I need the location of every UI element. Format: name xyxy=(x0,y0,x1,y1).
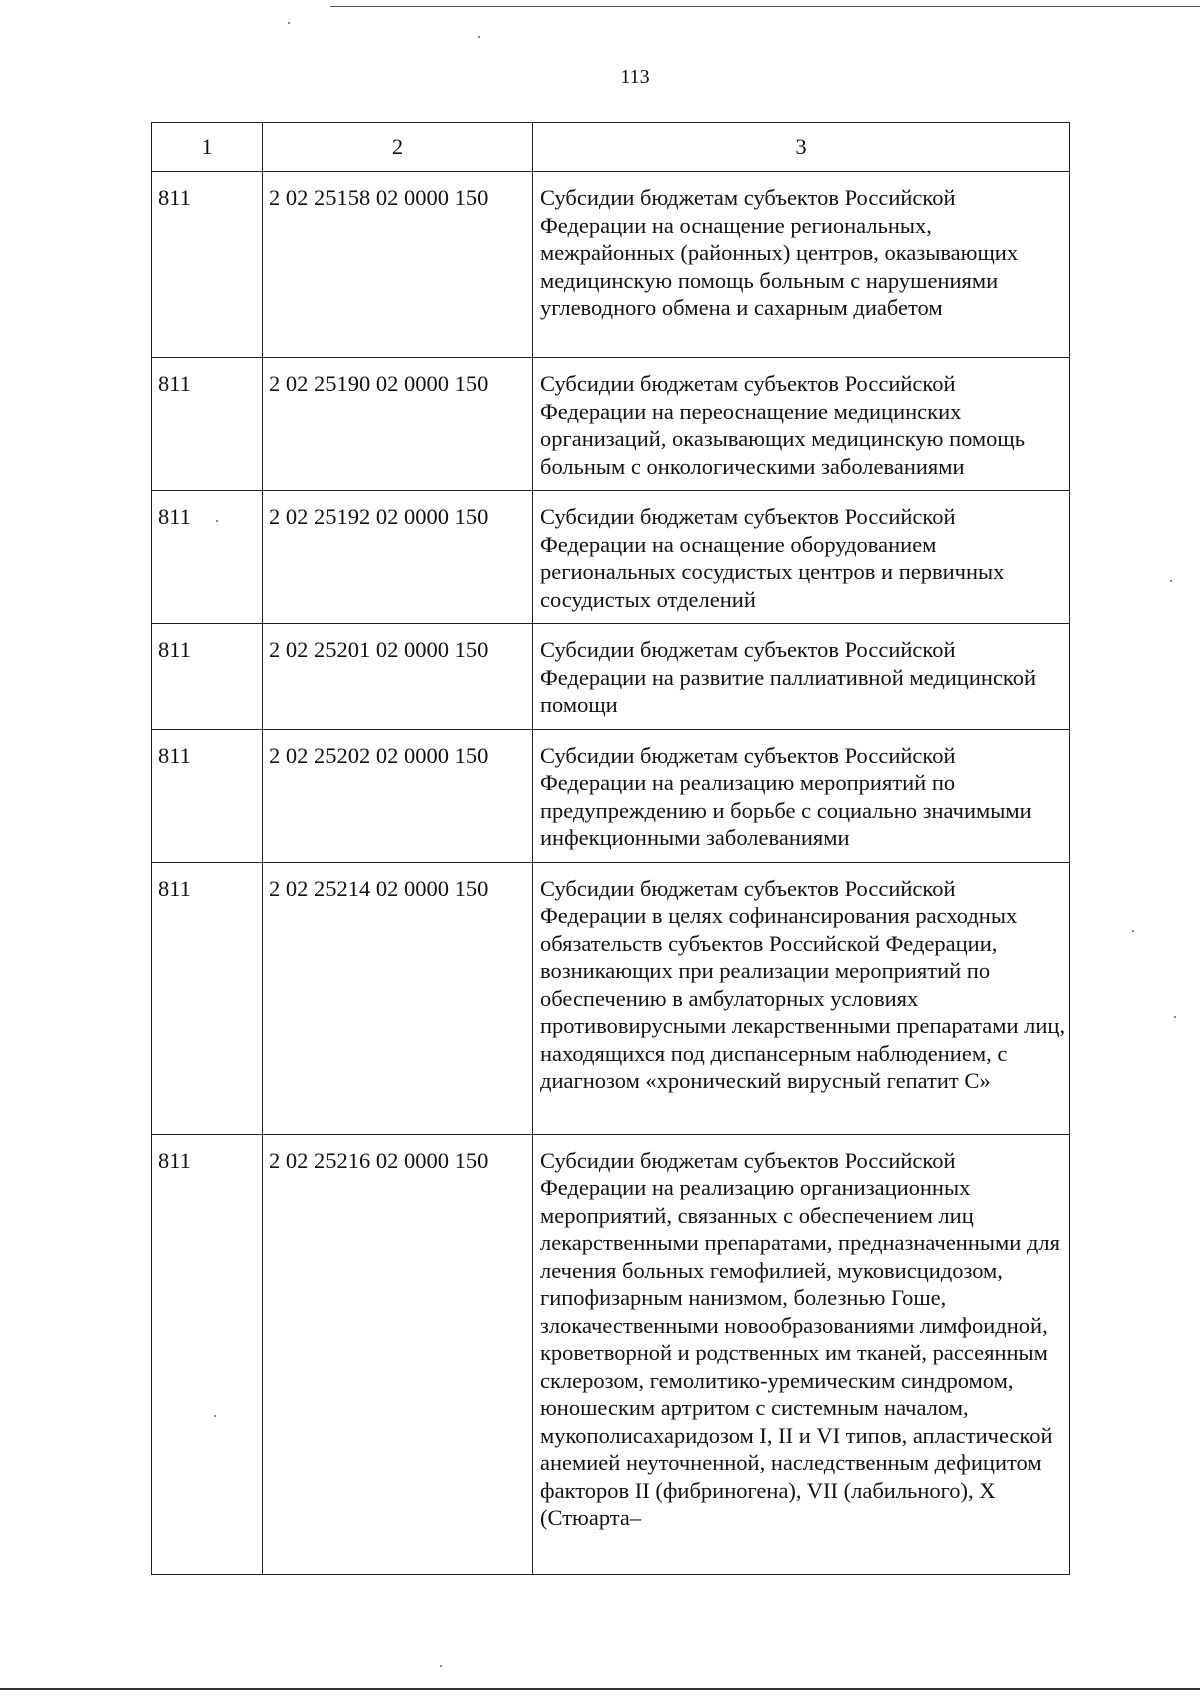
description-cell xyxy=(533,172,1070,358)
classification-cell xyxy=(263,1134,533,1574)
admin-code-cell xyxy=(152,1134,263,1574)
column-header-3: 3 xyxy=(533,123,1070,172)
classification-cell xyxy=(263,358,533,491)
table-row xyxy=(152,1134,1070,1574)
scan-speck xyxy=(214,1415,216,1417)
column-header-1: 1 xyxy=(152,123,263,172)
admin-code: 811 xyxy=(158,742,191,768)
scan-speck xyxy=(440,1665,442,1667)
scan-edge-top xyxy=(330,6,1200,7)
table-row xyxy=(152,624,1070,730)
description-text: Субсидии бюджетам субъектов Российской Федерации в целях софинансирования расходных обязательств субъектов Российской Федерации, возникающих при реализации мероприятий по обеспечению в амбулаторных условиях противовирусными лекарственными препаратами лиц, находящихся под диспансерным наблюдением, с диагнозом «хронический вирусный гепатит С» xyxy=(540,875,1066,1093)
admin-code: 811 xyxy=(158,1147,191,1173)
description-cell xyxy=(533,491,1070,624)
admin-code: 811 xyxy=(158,371,191,396)
classification-code: 2 02 25158 02 0000 150 xyxy=(269,185,489,210)
scan-speck xyxy=(1170,580,1172,582)
table-row xyxy=(152,358,1070,491)
admin-code: 811 xyxy=(158,504,191,529)
classification-code: 2 02 25216 02 0000 150 xyxy=(269,1147,489,1173)
classification-cell xyxy=(263,729,533,862)
table-row xyxy=(152,491,1070,624)
description-text: Субсидии бюджетам субъектов Российской Федерации на развитие паллиативной медицинской помощи xyxy=(540,637,1036,717)
scan-speck xyxy=(1132,930,1134,932)
classification-code: 2 02 25214 02 0000 150 xyxy=(269,875,489,901)
table-row xyxy=(152,729,1070,862)
description-text: Субсидии бюджетам субъектов Российской Федерации на переоснащение медицинских организаций, оказывающих медицинскую помощь больным с онкологическими заболеваниями xyxy=(540,371,1026,479)
classification-code: 2 02 25202 02 0000 150 xyxy=(269,742,489,768)
description-text: Субсидии бюджетам субъектов Российской Федерации на реализацию мероприятий по предупреждению и борьбе с социально значимыми инфекционными заболеваниями xyxy=(540,742,1032,850)
classification-cell xyxy=(263,624,533,730)
scan-speck xyxy=(288,22,290,24)
budget-classification-table xyxy=(151,122,1070,1575)
description-cell xyxy=(533,624,1070,730)
admin-code-cell xyxy=(152,358,263,491)
classification-cell xyxy=(263,862,533,1134)
scan-speck xyxy=(1174,1016,1176,1018)
admin-code-cell xyxy=(152,624,263,730)
admin-code: 811 xyxy=(158,637,191,662)
classification-cell xyxy=(263,491,533,624)
classification-code: 2 02 25190 02 0000 150 xyxy=(269,371,489,396)
admin-code-cell xyxy=(152,729,263,862)
scan-speck xyxy=(216,520,218,522)
scan-speck xyxy=(478,36,480,38)
table-row xyxy=(152,862,1070,1134)
table-header-row xyxy=(152,123,1070,172)
admin-code: 811 xyxy=(158,185,191,210)
description-cell xyxy=(533,862,1070,1134)
classification-code: 2 02 25192 02 0000 150 xyxy=(269,504,489,529)
page-number: 113 xyxy=(620,66,650,88)
description-text: Субсидии бюджетам субъектов Российской Федерации на оснащение региональных, межрайонных (районных) центров, оказывающих медицинскую помощь больным с нарушениями углеводного обмена и сахарным диабетом xyxy=(540,185,1019,320)
description-cell xyxy=(533,1134,1070,1574)
table-row xyxy=(152,172,1070,358)
admin-code-cell xyxy=(152,491,263,624)
admin-code-cell xyxy=(152,172,263,358)
description-text: Субсидии бюджетам субъектов Российской Федерации на реализацию организационных мероприятий, связанных с обеспечением лиц лекарственными препаратами, предназначенными для лечения больных гемофилией, муковисцидозом, гипофизарным нанизмом, болезнью Гоше, злокачественными новообразованиями лимфоидной, кроветворной и родственных им тканей, рассеянным склерозом, гемолитико-уремическим синдромом, юношеским артритом с системным началом, мукополисахаридозом I, II и VI типов, апластической анемией неуточненной, наследственным дефицитом факторов II (фибриногена), VII (лабильного), X (Стюарта– xyxy=(540,1147,1060,1530)
description-text: Субсидии бюджетам субъектов Российской Федерации на оснащение оборудованием региональных сосудистых центров и первичных сосудистых отделений xyxy=(540,504,1005,612)
admin-code: 811 xyxy=(158,875,191,901)
admin-code-cell xyxy=(152,862,263,1134)
column-header-2: 2 xyxy=(263,123,533,172)
scan-edge-bottom xyxy=(0,1688,1200,1690)
description-cell xyxy=(533,358,1070,491)
classification-cell xyxy=(263,172,533,358)
classification-code: 2 02 25201 02 0000 150 xyxy=(269,637,489,662)
description-cell xyxy=(533,729,1070,862)
